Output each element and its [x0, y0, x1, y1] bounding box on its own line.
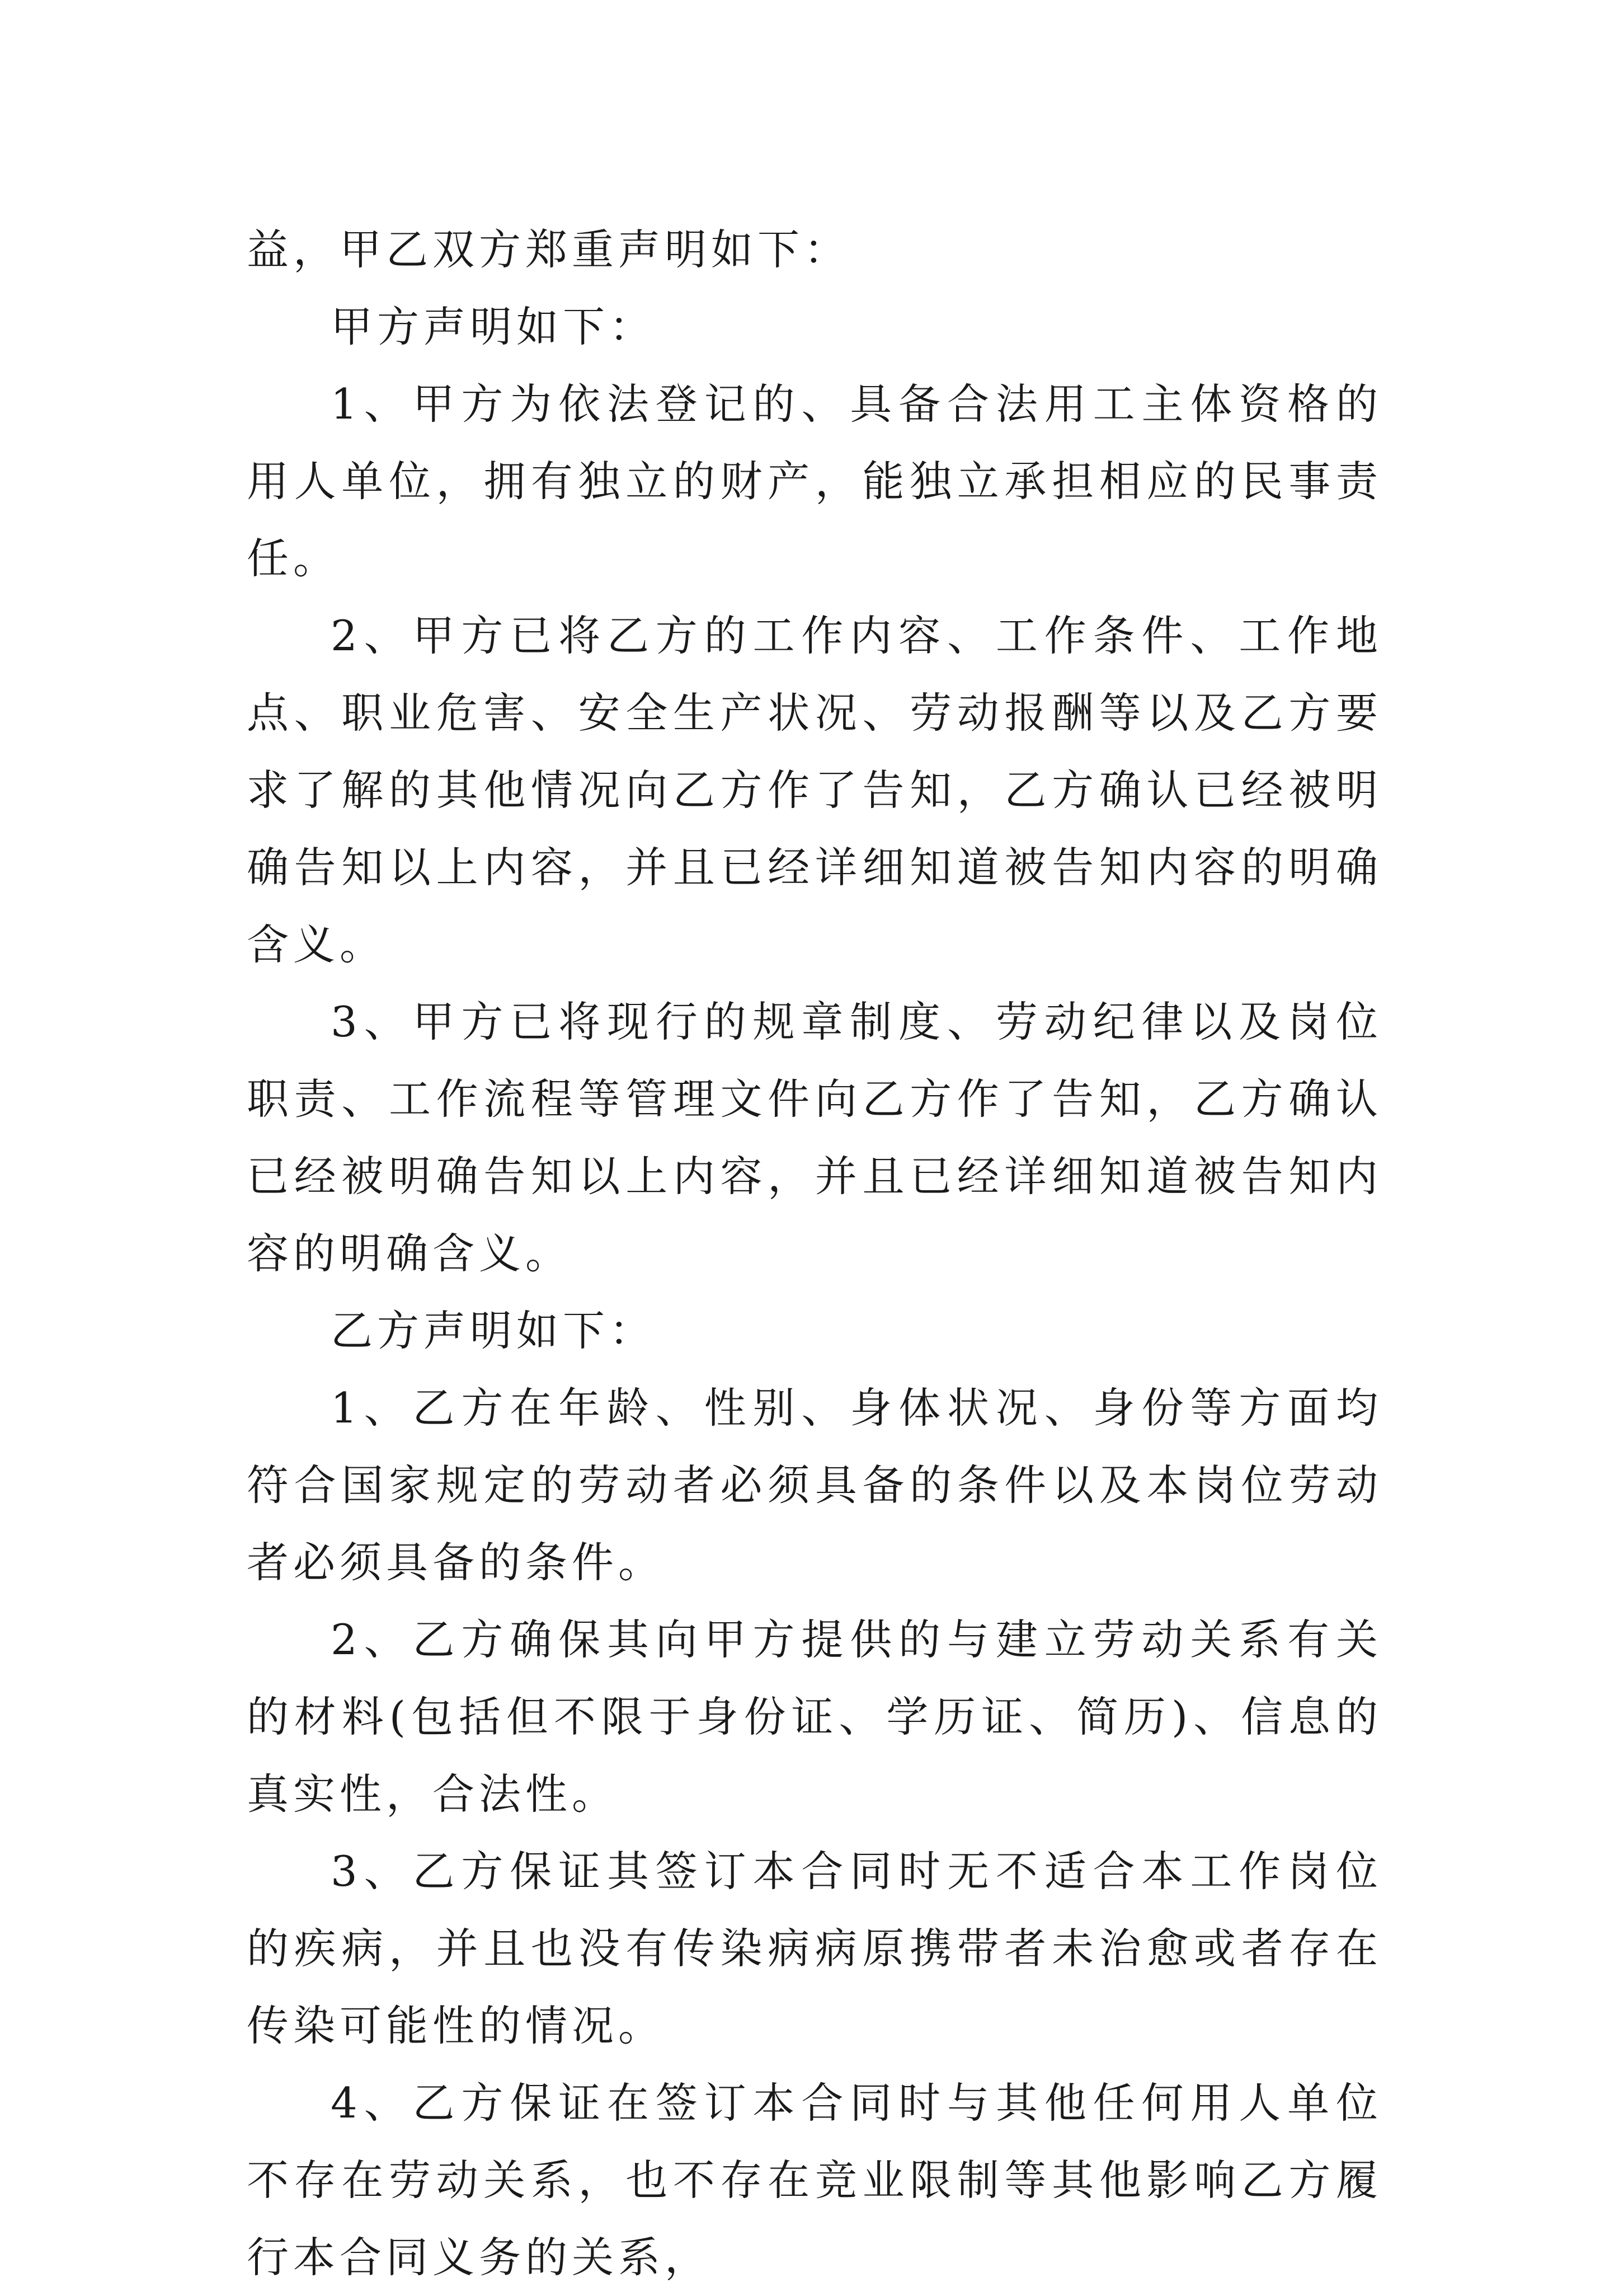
paragraph-party-b-heading: 乙方声明如下：: [331, 1306, 656, 1355]
paragraph-party-b-clause-4: 4、乙方保证在签订本合同时与其他任何用人单位不存在劳动关系，也不存在竞业限制等其他影响乙方履行本合同义务的关系，: [247, 2078, 1382, 2282]
paragraph-party-b-clause-3: 3、乙方保证其签订本合同时无不适合本工作岗位的疾病，并且也没有传染病病原携带者未治愈或者存在传染可能性的情况。: [247, 1847, 1382, 2050]
paragraph-party-a-clause-2: 2、甲方已将乙方的工作内容、工作条件、工作地点、职业危害、安全生产状况、劳动报酬等以及乙方要求了解的其他情况向乙方作了告知，乙方确认已经被明确告知以上内容，并且已经详细知道被告知内容的明确含义。: [247, 611, 1382, 969]
paragraph-party-b-clause-2: 2、乙方确保其向甲方提供的与建立劳动关系有关的材料(包括但不限于身份证、学历证、简历)、信息的真实性，合法性。: [247, 1615, 1382, 1819]
paragraph-party-a-clause-3: 3、甲方已将现行的规章制度、劳动纪律以及岗位职责、工作流程等管理文件向乙方作了告知，乙方确认已经被明确告知以上内容，并且已经详细知道被告知内容的明确含义。: [247, 997, 1382, 1278]
paragraph-party-a-clause-1: 1、甲方为依法登记的、具备合法用工主体资格的用人单位，拥有独立的财产，能独立承担相应的民事责任。: [247, 379, 1382, 583]
paragraph-party-b-clause-1: 1、乙方在年龄、性别、身体状况、身份等方面均符合国家规定的劳动者必须具备的条件以及本岗位劳动者必须具备的条件。: [247, 1383, 1382, 1587]
paragraph-continuation: 益，甲乙双方郑重声明如下：: [247, 225, 851, 274]
document-body: [247, 211, 1382, 2296]
paragraph-party-a-heading: 甲方声明如下：: [331, 302, 656, 351]
